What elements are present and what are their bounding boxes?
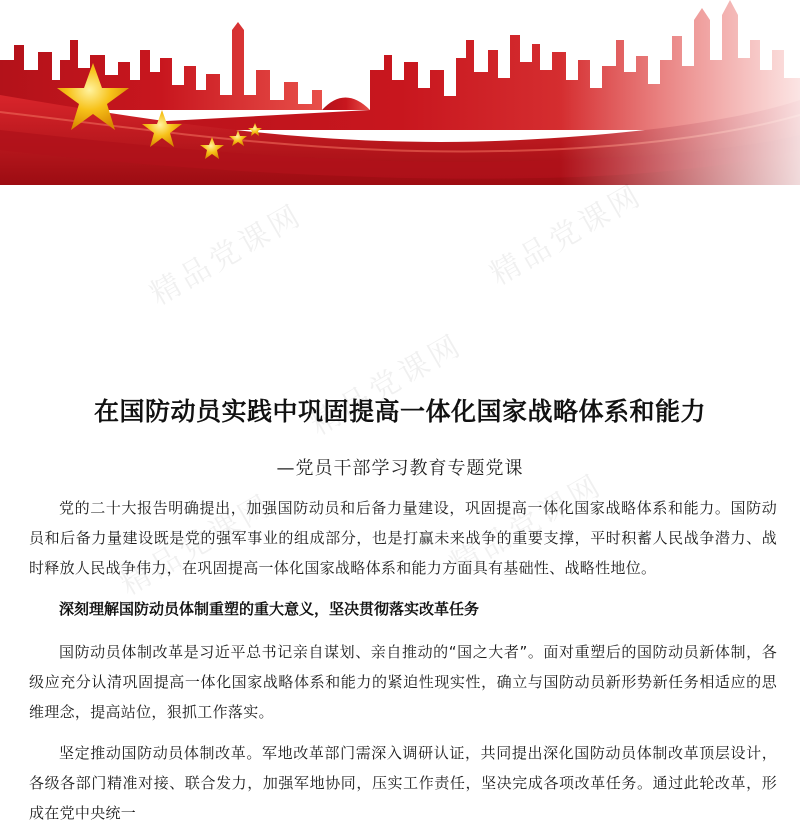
- watermark: 精品党课网: [444, 467, 610, 583]
- intro-paragraph: 党的二十大报告明确提出，加强国防动员和后备力量建设，巩固提高一体化国家战略体系和能力。国防动员和后备力量建设既是党的强军事业的组成部分，也是打赢未来战争的重要支撑，平时积蓄人民战争潜力、战时释放人民战争伟力，在巩固提高一体化国家战略体系和能力方面具有基础性、战略性地位。: [29, 499, 777, 577]
- watermark: 精品党课网: [114, 487, 280, 603]
- header-banner: [0, 0, 800, 185]
- document-body: [29, 493, 777, 583]
- section-body-2: [29, 738, 777, 828]
- section-block: [29, 594, 777, 624]
- paragraph-2: 坚定推动国防动员体制改革。军地改革部门需深入调研认证，共同提出深化国防动员体制改革顶层设计，各级各部门精准对接、联合发力，加强军地协同，压实工作责任，坚决完成各项改革任务。通过此轮改革，形成在党中央统一: [29, 744, 777, 822]
- section-body: [29, 637, 777, 727]
- document-subtitle: —党员干部学习教育专题党课: [276, 458, 524, 479]
- document-title: 在国防动员实践中巩固提高一体化国家战略体系和能力: [93, 397, 706, 426]
- section-heading: 深刻理解国防动员体制重塑的重大意义，坚决贯彻落实改革任务: [59, 600, 480, 618]
- paragraph-1: 国防动员体制改革是习近平总书记亲自谋划、亲自推动的“国之大者”。面对重塑后的国防动员新体制，各级应充分认清巩固提高一体化国家战略体系和能力的紧迫性现实性，确立与国防动员新形势新任务相适应的思维理念，提高站位，狠抓工作落实。: [29, 643, 777, 721]
- watermark: 精品党课网: [144, 197, 310, 313]
- watermark: 精品党课网: [304, 327, 470, 443]
- watermark: 精品党课网: [484, 177, 650, 293]
